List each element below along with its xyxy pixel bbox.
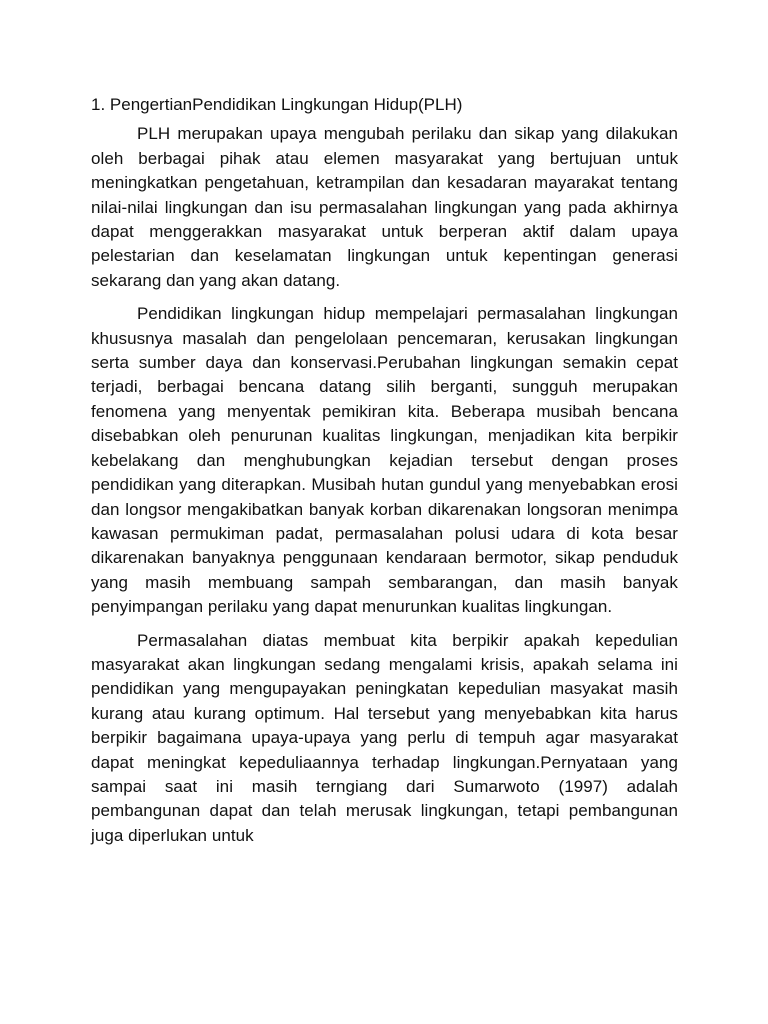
- paragraph-plh-definition: PLH merupakan upaya mengubah perilaku dan sikap yang dilakukan oleh berbagai pihak atau elemen masyarakat yang bertujuan untuk meningkatkan pengetahuan, ketrampilan dan kesadaran mayarakat tentang nilai-nilai lingkungan dan isu permasalahan lingkungan yang pada akhirnya dapat menggerakkan masyarakat untuk berperan aktif dalam upaya pelestarian dan keselamatan lingkungan untuk kepentingan generasi sekarang dan yang akan datang.: [91, 124, 678, 290]
- paragraph-environmental-concern: Permasalahan diatas membuat kita berpikir apakah kepedulian masyarakat akan lingkungan sedang mengalami krisis, apakah selama ini pendidikan yang mengupayakan peningkatan kepedulian masyakat masih kurang atau kurang optimum. Hal tersebut yang menyebabkan kita harus berpikir bagaimana upaya-upaya yang perlu di tempuh agar masyarakat dapat meningkat kepeduliaannya terhadap lingkungan.Pernyataan yang sampai saat ini masih terngiang dari Sumarwoto (1997) adalah pembangunan dapat dan telah merusak lingkungan, tetapi pembangunan juga diperlukan untuk: [91, 630, 678, 845]
- paragraph-environmental-education: Pendidikan lingkungan hidup mempelajari permasalahan lingkungan khususnya masalah dan pengelolaan pencemaran, kerusakan lingkungan serta sumber daya dan konservasi.Perubahan lingkungan semakin cepat terjadi, berbagai bencana datang silih berganti, sungguh merupakan fenomena yang menyentak pemikiran kita. Beberapa musibah bencana disebabkan oleh penurunan kualitas lingkungan, menjadikan kita berpikir kebelakang dan menghubungkan kejadian tersebut dengan proses pendidikan yang diterapkan. Musibah hutan gundul yang menyebabkan erosi dan longsor mengakibatkan banyak korban dikarenakan longsoran menimpa kawasan permukiman padat, permasalahan polusi udara di kota besar dikarenakan banyaknya penggunaan kendaraan bermotor, sikap penduduk yang masih membuang sampah sembarangan, dan masih banyak penyimpangan perilaku yang dapat menurunkan kualitas lingkungan.: [91, 304, 678, 617]
- section-heading: 1. PengertianPendidikan Lingkungan Hidup(PLH): [91, 95, 463, 114]
- document-page: [91, 93, 678, 857]
